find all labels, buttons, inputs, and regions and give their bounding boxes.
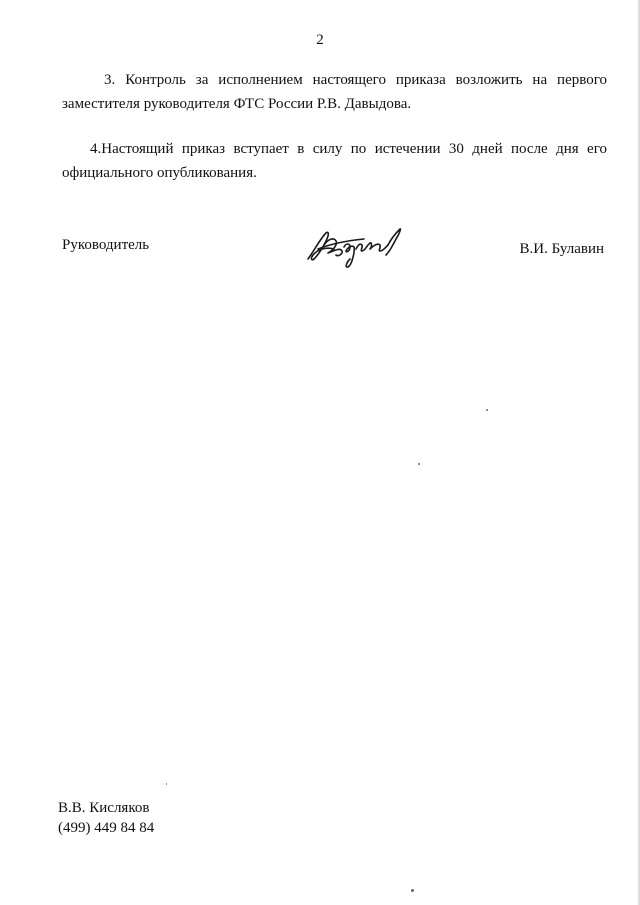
paragraph-4	[62, 137, 607, 185]
paragraph-3-line-2: заместителя руководителя ФТС России Р.В. Давыдова.	[62, 96, 412, 112]
paragraph-3	[62, 68, 607, 116]
signatory-title: Руководитель	[62, 237, 150, 253]
signatory-name: В.И. Булавин	[519, 241, 604, 257]
executor-contact	[58, 798, 154, 838]
paragraph-4-line-1: 4.Настоящий приказ вступает в силу по истечении 30 дней после дня его	[90, 141, 607, 157]
scan-speck	[418, 463, 420, 465]
handwritten-signature-icon	[304, 225, 404, 269]
page-number: 2	[316, 32, 324, 48]
scan-speck	[486, 409, 488, 411]
executor-phone: (499) 449 84 84	[58, 820, 155, 836]
paragraph-4-line-2: официального опубликования.	[62, 165, 257, 181]
executor-name: В.В. Кисляков	[58, 800, 150, 816]
signature-block	[62, 233, 604, 273]
paragraph-3-line-1: 3. Контроль за исполнением настоящего приказа возложить на первого	[104, 72, 607, 88]
scan-speck	[411, 889, 414, 892]
scan-speck	[166, 783, 167, 785]
